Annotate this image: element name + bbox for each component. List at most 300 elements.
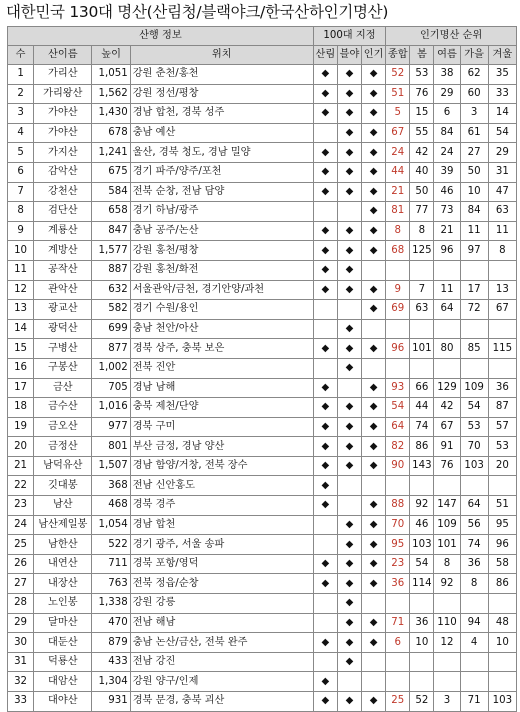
blackyak-mark: ◆ xyxy=(337,456,361,476)
forest-service-mark: ◆ xyxy=(313,84,337,104)
mountain-height: 1,002 xyxy=(92,358,130,378)
forest-service-mark xyxy=(313,123,337,143)
mountain-location: 부산 금정, 경남 양산 xyxy=(130,437,313,457)
row-number: 23 xyxy=(8,496,34,516)
table-body xyxy=(8,65,517,712)
rank-spring: 54 xyxy=(410,554,434,574)
table-row xyxy=(8,515,517,535)
mountain-name: 구병산 xyxy=(34,339,92,359)
popular-mark: ◆ xyxy=(362,123,386,143)
mountain-name: 감악산 xyxy=(34,162,92,182)
mountain-table xyxy=(7,26,517,712)
blackyak-mark: ◆ xyxy=(337,65,361,85)
row-number: 20 xyxy=(8,437,34,457)
blackyak-mark xyxy=(337,300,361,320)
blackyak-mark: ◆ xyxy=(337,221,361,241)
rank-summer xyxy=(434,672,460,692)
rank-autumn xyxy=(460,319,488,339)
mountain-height: 582 xyxy=(92,300,130,320)
mountain-name: 광교산 xyxy=(34,300,92,320)
popular-mark xyxy=(362,476,386,496)
rank-total xyxy=(386,476,410,496)
blackyak-mark xyxy=(337,476,361,496)
rank-total xyxy=(386,672,410,692)
rank-winter: 96 xyxy=(488,535,516,555)
blackyak-mark xyxy=(337,672,361,692)
forest-service-mark: ◆ xyxy=(313,65,337,85)
table-row xyxy=(8,456,517,476)
forest-service-mark: ◆ xyxy=(313,339,337,359)
table-row xyxy=(8,162,517,182)
mountain-location: 경기 광주, 서울 송파 xyxy=(130,535,313,555)
mountain-location: 서울관악/금천, 경기안양/과천 xyxy=(130,280,313,300)
forest-service-mark: ◆ xyxy=(313,182,337,202)
rank-winter: 95 xyxy=(488,515,516,535)
table-row xyxy=(8,202,517,222)
rank-spring: 92 xyxy=(410,496,434,516)
rank-summer: 147 xyxy=(434,496,460,516)
rank-spring: 46 xyxy=(410,515,434,535)
column-header: 종합 xyxy=(386,46,410,65)
mountain-name: 내연산 xyxy=(34,554,92,574)
row-number: 32 xyxy=(8,672,34,692)
rank-total xyxy=(386,260,410,280)
rank-summer: 110 xyxy=(434,613,460,633)
mountain-location: 경북 경주 xyxy=(130,496,313,516)
mountain-location: 전북 정읍/순창 xyxy=(130,574,313,594)
mountain-height: 877 xyxy=(92,339,130,359)
rank-summer: 3 xyxy=(434,692,460,712)
popular-mark: ◆ xyxy=(362,417,386,437)
forest-service-mark: ◆ xyxy=(313,241,337,261)
rank-total: 64 xyxy=(386,417,410,437)
rank-winter: 86 xyxy=(488,574,516,594)
mountain-location: 경남 함양/거창, 전북 장수 xyxy=(130,456,313,476)
forest-service-mark xyxy=(313,358,337,378)
rank-winter xyxy=(488,594,516,614)
rank-summer: 24 xyxy=(434,143,460,163)
forest-service-mark: ◆ xyxy=(313,104,337,124)
mountain-name: 관악산 xyxy=(34,280,92,300)
rank-winter: 13 xyxy=(488,280,516,300)
rank-summer xyxy=(434,260,460,280)
rank-total: 96 xyxy=(386,339,410,359)
rank-total xyxy=(386,358,410,378)
column-header: 높이 xyxy=(92,46,130,65)
column-header: 산이름 xyxy=(34,46,92,65)
blackyak-mark: ◆ xyxy=(337,515,361,535)
mountain-location: 경남 남해 xyxy=(130,378,313,398)
mountain-name: 달마산 xyxy=(34,613,92,633)
mountain-height: 1,051 xyxy=(92,65,130,85)
popular-mark: ◆ xyxy=(362,84,386,104)
rank-winter xyxy=(488,476,516,496)
rank-summer xyxy=(434,652,460,672)
forest-service-mark: ◆ xyxy=(313,476,337,496)
blackyak-mark: ◆ xyxy=(337,633,361,653)
rank-winter: 51 xyxy=(488,496,516,516)
rank-autumn: 17 xyxy=(460,280,488,300)
rank-autumn: 10 xyxy=(460,182,488,202)
mountain-location: 충북 제천/단양 xyxy=(130,398,313,418)
row-number: 21 xyxy=(8,456,34,476)
mountain-location: 경남 합천 xyxy=(130,515,313,535)
forest-service-mark xyxy=(313,319,337,339)
popular-mark: ◆ xyxy=(362,437,386,457)
mountain-height: 1,577 xyxy=(92,241,130,261)
popular-mark: ◆ xyxy=(362,104,386,124)
rank-summer: 109 xyxy=(434,515,460,535)
rank-autumn: 64 xyxy=(460,496,488,516)
rank-winter: 58 xyxy=(488,554,516,574)
row-number: 30 xyxy=(8,633,34,653)
forest-service-mark: ◆ xyxy=(313,574,337,594)
table-row xyxy=(8,339,517,359)
table-row xyxy=(8,594,517,614)
mountain-name: 남한산 xyxy=(34,535,92,555)
forest-service-mark xyxy=(313,652,337,672)
rank-spring: 36 xyxy=(410,613,434,633)
row-number: 16 xyxy=(8,358,34,378)
row-number: 33 xyxy=(8,692,34,712)
forest-service-mark: ◆ xyxy=(313,437,337,457)
forest-service-mark: ◆ xyxy=(313,162,337,182)
blackyak-mark: ◆ xyxy=(337,162,361,182)
rank-autumn: 36 xyxy=(460,554,488,574)
mountain-height: 931 xyxy=(92,692,130,712)
popular-mark: ◆ xyxy=(362,378,386,398)
mountain-name: 대암산 xyxy=(34,672,92,692)
rank-winter xyxy=(488,260,516,280)
rank-winter: 57 xyxy=(488,417,516,437)
row-number: 31 xyxy=(8,652,34,672)
column-header: 인기 xyxy=(362,46,386,65)
rank-total: 8 xyxy=(386,221,410,241)
mountain-name: 계룡산 xyxy=(34,221,92,241)
rank-spring xyxy=(410,358,434,378)
rank-winter: 10 xyxy=(488,633,516,653)
forest-service-mark: ◆ xyxy=(313,260,337,280)
rank-winter xyxy=(488,652,516,672)
rank-autumn: 74 xyxy=(460,535,488,555)
rank-spring: 15 xyxy=(410,104,434,124)
popular-mark xyxy=(362,672,386,692)
rank-total xyxy=(386,319,410,339)
rank-spring: 42 xyxy=(410,143,434,163)
row-number: 29 xyxy=(8,613,34,633)
rank-summer xyxy=(434,319,460,339)
blackyak-mark: ◆ xyxy=(337,319,361,339)
popular-mark: ◆ xyxy=(362,633,386,653)
rank-summer: 8 xyxy=(434,554,460,574)
blackyak-mark: ◆ xyxy=(337,574,361,594)
column-header: 블야 xyxy=(337,46,361,65)
rank-winter: 67 xyxy=(488,300,516,320)
mountain-height: 763 xyxy=(92,574,130,594)
rank-total: 44 xyxy=(386,162,410,182)
rank-winter: 47 xyxy=(488,182,516,202)
blackyak-mark: ◆ xyxy=(337,84,361,104)
rank-spring: 66 xyxy=(410,378,434,398)
rank-winter: 36 xyxy=(488,378,516,398)
mountain-height: 699 xyxy=(92,319,130,339)
rank-spring: 44 xyxy=(410,398,434,418)
blackyak-mark: ◆ xyxy=(337,182,361,202)
rank-autumn xyxy=(460,476,488,496)
mountain-name: 검단산 xyxy=(34,202,92,222)
mountain-height: 678 xyxy=(92,123,130,143)
page-title: 대한민국 130대 명산(산림청/블랙야크/한국산하인기명산) xyxy=(6,3,389,21)
forest-service-mark: ◆ xyxy=(313,456,337,476)
rank-summer: 92 xyxy=(434,574,460,594)
row-number: 26 xyxy=(8,554,34,574)
rank-winter: 20 xyxy=(488,456,516,476)
rank-spring xyxy=(410,260,434,280)
rank-winter: 14 xyxy=(488,104,516,124)
table-row xyxy=(8,84,517,104)
table-row xyxy=(8,398,517,418)
rank-autumn: 53 xyxy=(460,417,488,437)
row-number: 6 xyxy=(8,162,34,182)
mountain-location: 경기 하남/광주 xyxy=(130,202,313,222)
popular-mark: ◆ xyxy=(362,535,386,555)
rank-autumn: 3 xyxy=(460,104,488,124)
rank-summer: 38 xyxy=(434,65,460,85)
mountain-location: 경북 문경, 충북 괴산 xyxy=(130,692,313,712)
popular-mark: ◆ xyxy=(362,280,386,300)
rank-total xyxy=(386,652,410,672)
forest-service-mark: ◆ xyxy=(313,554,337,574)
row-number: 24 xyxy=(8,515,34,535)
mountain-location: 강원 홍천/화전 xyxy=(130,260,313,280)
popular-mark xyxy=(362,652,386,672)
rank-spring: 55 xyxy=(410,123,434,143)
rank-total xyxy=(386,594,410,614)
rank-autumn xyxy=(460,672,488,692)
blackyak-mark: ◆ xyxy=(337,535,361,555)
row-number: 11 xyxy=(8,260,34,280)
forest-service-mark xyxy=(313,613,337,633)
mountain-name: 가지산 xyxy=(34,143,92,163)
table-row xyxy=(8,554,517,574)
row-number: 13 xyxy=(8,300,34,320)
blackyak-mark: ◆ xyxy=(337,241,361,261)
rank-spring: 74 xyxy=(410,417,434,437)
row-number: 1 xyxy=(8,65,34,85)
rank-spring: 103 xyxy=(410,535,434,555)
rank-total: 71 xyxy=(386,613,410,633)
rank-total: 6 xyxy=(386,633,410,653)
mountain-height: 1,054 xyxy=(92,515,130,535)
row-number: 10 xyxy=(8,241,34,261)
table-row xyxy=(8,280,517,300)
blackyak-mark: ◆ xyxy=(337,358,361,378)
table-row xyxy=(8,241,517,261)
mountain-height: 433 xyxy=(92,652,130,672)
row-number: 7 xyxy=(8,182,34,202)
mountain-location: 경북 구미 xyxy=(130,417,313,437)
rank-spring xyxy=(410,672,434,692)
column-header: 위치 xyxy=(130,46,313,65)
rank-summer: 101 xyxy=(434,535,460,555)
mountain-name: 깃대봉 xyxy=(34,476,92,496)
blackyak-mark: ◆ xyxy=(337,143,361,163)
popular-mark xyxy=(362,594,386,614)
popular-mark: ◆ xyxy=(362,221,386,241)
forest-service-mark xyxy=(313,594,337,614)
mountain-name: 금수산 xyxy=(34,398,92,418)
rank-total: 82 xyxy=(386,437,410,457)
mountain-name: 공작산 xyxy=(34,260,92,280)
mountain-name: 가야산 xyxy=(34,123,92,143)
popular-mark: ◆ xyxy=(362,339,386,359)
mountain-name: 구봉산 xyxy=(34,358,92,378)
rank-summer: 12 xyxy=(434,633,460,653)
mountain-location: 강원 춘천/홍천 xyxy=(130,65,313,85)
rank-winter: 29 xyxy=(488,143,516,163)
mountain-location: 강원 홍천/평창 xyxy=(130,241,313,261)
popular-mark: ◆ xyxy=(362,398,386,418)
rank-spring: 40 xyxy=(410,162,434,182)
header-group-info: 산행 정보 xyxy=(8,27,314,46)
mountain-height: 1,304 xyxy=(92,672,130,692)
popular-mark: ◆ xyxy=(362,574,386,594)
forest-service-mark: ◆ xyxy=(313,143,337,163)
popular-mark: ◆ xyxy=(362,202,386,222)
table-row xyxy=(8,633,517,653)
column-header: 여름 xyxy=(434,46,460,65)
blackyak-mark: ◆ xyxy=(337,613,361,633)
forest-service-mark xyxy=(313,515,337,535)
rank-summer: 84 xyxy=(434,123,460,143)
mountain-height: 1,241 xyxy=(92,143,130,163)
rank-spring: 143 xyxy=(410,456,434,476)
rank-autumn: 50 xyxy=(460,162,488,182)
row-number: 19 xyxy=(8,417,34,437)
rank-autumn: 56 xyxy=(460,515,488,535)
mountain-location: 경기 수원/용인 xyxy=(130,300,313,320)
rank-winter: 87 xyxy=(488,398,516,418)
rank-winter: 8 xyxy=(488,241,516,261)
mountain-name: 금정산 xyxy=(34,437,92,457)
rank-total: 51 xyxy=(386,84,410,104)
rank-summer: 76 xyxy=(434,456,460,476)
table-row xyxy=(8,65,517,85)
rank-autumn: 60 xyxy=(460,84,488,104)
mountain-height: 368 xyxy=(92,476,130,496)
rank-total: 81 xyxy=(386,202,410,222)
rank-autumn xyxy=(460,358,488,378)
rank-spring xyxy=(410,319,434,339)
rank-summer: 67 xyxy=(434,417,460,437)
table-row xyxy=(8,358,517,378)
table-row xyxy=(8,319,517,339)
rank-winter: 54 xyxy=(488,123,516,143)
rank-winter xyxy=(488,358,516,378)
table-row xyxy=(8,496,517,516)
mountain-height: 1,430 xyxy=(92,104,130,124)
table-row xyxy=(8,672,517,692)
rank-autumn: 54 xyxy=(460,398,488,418)
rank-total: 68 xyxy=(386,241,410,261)
rank-winter xyxy=(488,672,516,692)
rank-summer: 80 xyxy=(434,339,460,359)
table-row xyxy=(8,182,517,202)
rank-autumn: 103 xyxy=(460,456,488,476)
mountain-height: 632 xyxy=(92,280,130,300)
mountain-height: 1,016 xyxy=(92,398,130,418)
mountain-name: 내장산 xyxy=(34,574,92,594)
rank-summer: 6 xyxy=(434,104,460,124)
row-number: 5 xyxy=(8,143,34,163)
rank-winter xyxy=(488,319,516,339)
row-number: 4 xyxy=(8,123,34,143)
blackyak-mark: ◆ xyxy=(337,417,361,437)
rank-autumn: 109 xyxy=(460,378,488,398)
rank-summer xyxy=(434,476,460,496)
header-group-row xyxy=(8,27,517,46)
rank-total: 88 xyxy=(386,496,410,516)
rank-total: 25 xyxy=(386,692,410,712)
mountain-name: 가리산 xyxy=(34,65,92,85)
mountain-height: 705 xyxy=(92,378,130,398)
header-group-100: 100대 지정 xyxy=(313,27,385,46)
popular-mark: ◆ xyxy=(362,613,386,633)
mountain-name: 계방산 xyxy=(34,241,92,261)
popular-mark xyxy=(362,358,386,378)
blackyak-mark: ◆ xyxy=(337,594,361,614)
row-number: 17 xyxy=(8,378,34,398)
popular-mark xyxy=(362,260,386,280)
rank-summer: 39 xyxy=(434,162,460,182)
rank-autumn xyxy=(460,652,488,672)
mountain-name: 덕룡산 xyxy=(34,652,92,672)
rank-summer: 129 xyxy=(434,378,460,398)
mountain-location: 강원 강릉 xyxy=(130,594,313,614)
popular-mark: ◆ xyxy=(362,300,386,320)
mountain-name: 강천산 xyxy=(34,182,92,202)
rank-total: 5 xyxy=(386,104,410,124)
row-number: 12 xyxy=(8,280,34,300)
mountain-height: 675 xyxy=(92,162,130,182)
mountain-name: 대둔산 xyxy=(34,633,92,653)
rank-summer: 21 xyxy=(434,221,460,241)
rank-autumn: 11 xyxy=(460,221,488,241)
mountain-height: 584 xyxy=(92,182,130,202)
mountain-location: 충남 공주/논산 xyxy=(130,221,313,241)
rank-total: 95 xyxy=(386,535,410,555)
mountain-name: 남덕유산 xyxy=(34,456,92,476)
mountain-name: 노인봉 xyxy=(34,594,92,614)
mountain-height: 1,338 xyxy=(92,594,130,614)
mountain-name: 금오산 xyxy=(34,417,92,437)
blackyak-mark xyxy=(337,496,361,516)
mountain-location: 경북 상주, 충북 보은 xyxy=(130,339,313,359)
rank-total: 93 xyxy=(386,378,410,398)
rank-spring: 53 xyxy=(410,65,434,85)
rank-spring: 50 xyxy=(410,182,434,202)
rank-autumn: 94 xyxy=(460,613,488,633)
table-row xyxy=(8,143,517,163)
rank-total: 52 xyxy=(386,65,410,85)
mountain-location: 전남 강진 xyxy=(130,652,313,672)
popular-mark: ◆ xyxy=(362,515,386,535)
mountain-location: 전남 신안홍도 xyxy=(130,476,313,496)
blackyak-mark: ◆ xyxy=(337,260,361,280)
rank-winter: 33 xyxy=(488,84,516,104)
mountain-name: 남산 xyxy=(34,496,92,516)
table-row xyxy=(8,104,517,124)
